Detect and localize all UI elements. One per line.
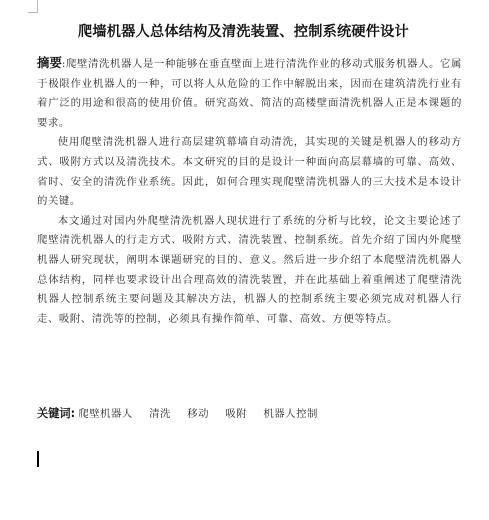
keyword-item: 清洗	[149, 408, 171, 420]
abstract-body	[37, 53, 462, 329]
document-title: 爬墙机器人总体结构及清洗装置、控制系统硬件设计	[78, 24, 409, 40]
text-insertion-cursor	[37, 451, 39, 467]
abstract-paragraph-3: 本文通过对国内外爬壁清洗机器人现状进行了系统的分析与比较，论文主要论述了爬壁清洗机器人的行走方式、吸附方式、清洗装置、控制系统。首先介绍了国内外爬壁机器人研究现状，阐明本课题研究的目的、意义。然后进一步介绍了本爬壁清洗机器人总体结构，同样也要求设计出合理高效的清洗装置，并在此基础上着重阐述了爬壁清洗机器人控制系统主要问题及其解决方法，机器人的控制系统主要必须完成对机器人行走、吸附、清洗等的控制，必须具有操作简单、可靠、高效、方便等特点。	[37, 214, 462, 325]
paragraph-1-text: 爬壁清洗机器人是一种能够在垂直壁面上进行清洗作业的移动式服务机器人。它属于极限作业机器人的一种，可以将人从危险的工作中解脱出来，因而在建筑清洗行业有着广泛的用途和很高的使用价值。研究高效、简洁的高楼壁面清洗机器人正是本课题的要求。	[37, 58, 463, 129]
keywords-label: 关键词:	[37, 407, 76, 420]
abstract-label: 摘要	[37, 55, 62, 70]
keywords-line	[37, 405, 462, 423]
keyword-item: 吸附	[225, 408, 248, 420]
keyword-item: 移动	[187, 408, 209, 420]
abstract-separator: :	[61, 58, 66, 70]
abstract-paragraph-1	[37, 53, 462, 133]
keyword-item: 爬壁机器人	[78, 408, 133, 420]
page-corner-marker	[28, 0, 38, 13]
keyword-item: 机器人控制	[263, 408, 318, 420]
abstract-paragraph-2: 使用爬壁清洗机器人进行高层建筑幕墙自动清洗，其实现的关键是机器人的移动方式、吸附方式以及清洗技术。本文研究的目的是设计一种面向高层幕墙的可靠、高效、省时、安全的清洗作业系统。因此，如何合理实现爬壁清洗机器人的三大技术是本设计的关键。	[37, 136, 462, 208]
